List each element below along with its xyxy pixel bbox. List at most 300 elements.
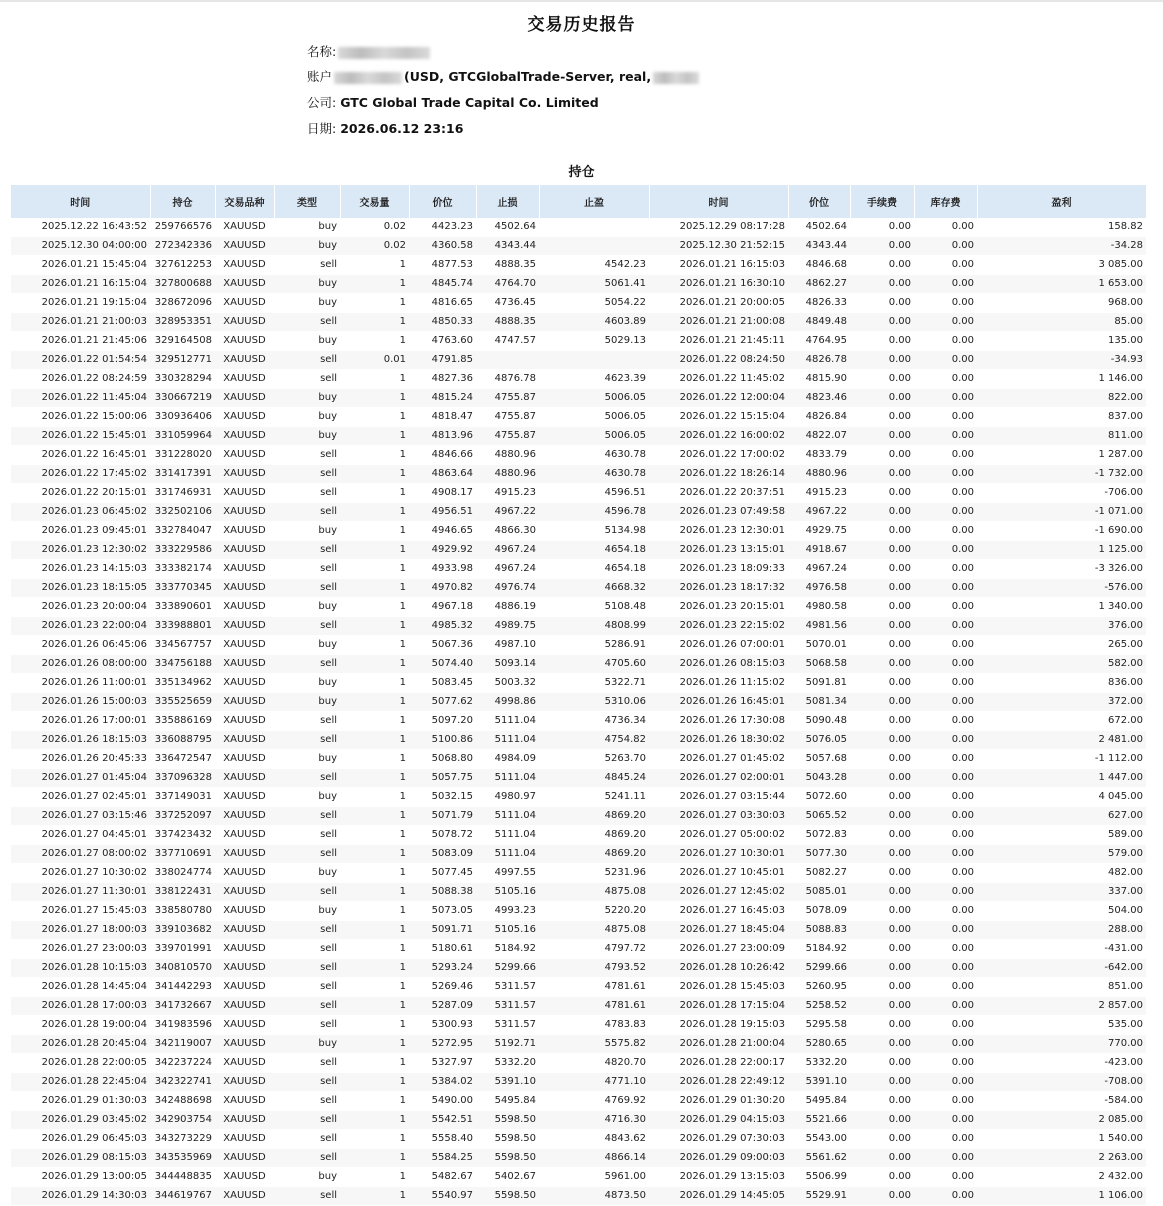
cell-swap: 0.00 (914, 427, 977, 446)
cell-commission: 0.00 (850, 750, 914, 769)
cell-stop-loss: 4987.10 (476, 636, 539, 655)
cell-close-time: 2026.01.23 18:17:32 (649, 579, 788, 598)
cell-type: buy (274, 598, 340, 617)
cell-open-time: 2026.01.22 01:54:54 (11, 351, 150, 370)
cell-position-id: 334756188 (150, 655, 215, 674)
cell-stop-loss: 4993.23 (476, 902, 539, 921)
table-row (11, 1168, 1146, 1187)
cell-commission: 0.00 (850, 807, 914, 826)
cell-volume: 1 (340, 370, 409, 389)
cell-volume: 1 (340, 256, 409, 275)
cell-type: sell (274, 370, 340, 389)
table-row (11, 1187, 1146, 1206)
cell-position-id: 341732667 (150, 997, 215, 1016)
cell-volume: 1 (340, 446, 409, 465)
cell-close-price: 5088.83 (788, 921, 850, 940)
cell-take-profit: 5575.82 (539, 1035, 649, 1054)
cell-close-time: 2026.01.22 12:00:04 (649, 389, 788, 408)
cell-type: sell (274, 1092, 340, 1111)
cell-type: buy (274, 237, 340, 256)
cell-swap: 0.00 (914, 465, 977, 484)
cell-take-profit: 4845.24 (539, 769, 649, 788)
cell-profit: 1 287.00 (977, 446, 1146, 465)
cell-open-price: 5558.40 (409, 1130, 476, 1149)
cell-symbol: XAUUSD (215, 598, 274, 617)
cell-open-time: 2026.01.26 20:45:33 (11, 750, 150, 769)
cell-close-time: 2026.01.23 13:15:01 (649, 541, 788, 560)
cell-position-id: 337252097 (150, 807, 215, 826)
table-row (11, 370, 1146, 389)
cell-volume: 0.02 (340, 218, 409, 237)
cell-commission: 0.00 (850, 408, 914, 427)
cell-commission: 0.00 (850, 1187, 914, 1206)
cell-commission: 0.00 (850, 997, 914, 1016)
cell-commission: 0.00 (850, 1016, 914, 1035)
cell-stop-loss: 4876.78 (476, 370, 539, 389)
cell-type: sell (274, 1187, 340, 1206)
cell-open-time: 2026.01.22 17:45:02 (11, 465, 150, 484)
cell-symbol: XAUUSD (215, 256, 274, 275)
cell-swap: 0.00 (914, 864, 977, 883)
cell-open-price: 4877.53 (409, 256, 476, 275)
cell-symbol: XAUUSD (215, 408, 274, 427)
cell-swap: 0.00 (914, 788, 977, 807)
cell-commission: 0.00 (850, 1130, 914, 1149)
table-row (11, 731, 1146, 750)
cell-type: buy (274, 294, 340, 313)
redacted-name (338, 47, 430, 59)
cell-open-time: 2026.01.29 14:30:03 (11, 1187, 150, 1206)
cell-take-profit (539, 218, 649, 237)
cell-profit: 2 857.00 (977, 997, 1146, 1016)
cell-profit: 589.00 (977, 826, 1146, 845)
cell-open-price: 4423.23 (409, 218, 476, 237)
cell-open-price: 4816.65 (409, 294, 476, 313)
cell-stop-loss: 4755.87 (476, 427, 539, 446)
cell-take-profit: 4875.08 (539, 883, 649, 902)
cell-stop-loss: 4997.55 (476, 864, 539, 883)
cell-volume: 1 (340, 503, 409, 522)
cell-profit: 582.00 (977, 655, 1146, 674)
cell-stop-loss: 4866.30 (476, 522, 539, 541)
cell-stop-loss: 4998.86 (476, 693, 539, 712)
cell-open-price: 4850.33 (409, 313, 476, 332)
table-row (11, 560, 1146, 579)
cell-volume: 1 (340, 750, 409, 769)
cell-symbol: XAUUSD (215, 237, 274, 256)
cell-open-price: 4813.96 (409, 427, 476, 446)
cell-type: buy (274, 693, 340, 712)
cell-take-profit: 4866.14 (539, 1149, 649, 1168)
cell-open-time: 2026.01.27 23:00:03 (11, 940, 150, 959)
cell-close-price: 5521.66 (788, 1111, 850, 1130)
cell-open-time: 2026.01.21 15:45:04 (11, 256, 150, 275)
redacted-account-number (334, 72, 402, 84)
table-row (11, 959, 1146, 978)
cell-open-price: 5068.80 (409, 750, 476, 769)
cell-symbol: XAUUSD (215, 788, 274, 807)
cell-open-time: 2026.01.21 21:00:03 (11, 313, 150, 332)
cell-position-id: 333770345 (150, 579, 215, 598)
cell-position-id: 338024774 (150, 864, 215, 883)
cell-symbol: XAUUSD (215, 1073, 274, 1092)
cell-swap: 0.00 (914, 237, 977, 256)
cell-open-time: 2026.01.28 22:00:05 (11, 1054, 150, 1073)
cell-open-price: 4863.64 (409, 465, 476, 484)
cell-open-price: 5083.45 (409, 674, 476, 693)
cell-take-profit: 5231.96 (539, 864, 649, 883)
cell-profit: -431.00 (977, 940, 1146, 959)
cell-close-price: 5090.48 (788, 712, 850, 731)
cell-stop-loss: 4989.75 (476, 617, 539, 636)
cell-commission: 0.00 (850, 1054, 914, 1073)
cell-stop-loss: 5111.04 (476, 712, 539, 731)
cell-take-profit: 4596.78 (539, 503, 649, 522)
cell-commission: 0.00 (850, 446, 914, 465)
cell-open-time: 2026.01.23 22:00:04 (11, 617, 150, 636)
cell-type: buy (274, 1168, 340, 1187)
cell-swap: 0.00 (914, 883, 977, 902)
cell-open-time: 2026.01.27 18:00:03 (11, 921, 150, 940)
cell-close-time: 2026.01.27 02:00:01 (649, 769, 788, 788)
cell-stop-loss: 4967.24 (476, 560, 539, 579)
cell-position-id: 336472547 (150, 750, 215, 769)
cell-volume: 0.02 (340, 237, 409, 256)
account-details: (USD, GTCGlobalTrade-Server, real, (404, 69, 652, 84)
cell-open-price: 5293.24 (409, 959, 476, 978)
cell-close-time: 2026.01.27 16:45:03 (649, 902, 788, 921)
table-row (11, 275, 1146, 294)
cell-open-time: 2026.01.23 14:15:03 (11, 560, 150, 579)
cell-close-time: 2026.01.28 19:15:03 (649, 1016, 788, 1035)
cell-commission: 0.00 (850, 940, 914, 959)
cell-close-price: 5295.58 (788, 1016, 850, 1035)
cell-swap: 0.00 (914, 1149, 977, 1168)
cell-volume: 1 (340, 1092, 409, 1111)
cell-stop-loss: 5311.57 (476, 1016, 539, 1035)
cell-profit: 822.00 (977, 389, 1146, 408)
cell-open-time: 2026.01.29 08:15:03 (11, 1149, 150, 1168)
cell-take-profit: 5322.71 (539, 674, 649, 693)
cell-volume: 1 (340, 997, 409, 1016)
cell-type: buy (274, 427, 340, 446)
cell-stop-loss: 4888.35 (476, 256, 539, 275)
cell-stop-loss: 4880.96 (476, 465, 539, 484)
col-symbol-header: 交易品种 (215, 185, 274, 218)
cell-position-id: 327800688 (150, 275, 215, 294)
cell-type: sell (274, 560, 340, 579)
cell-swap: 0.00 (914, 959, 977, 978)
cell-close-price: 4826.33 (788, 294, 850, 313)
cell-open-time: 2026.01.22 16:45:01 (11, 446, 150, 465)
cell-swap: 0.00 (914, 693, 977, 712)
cell-swap: 0.00 (914, 807, 977, 826)
top-border (0, 0, 1163, 2)
cell-close-time: 2026.01.21 21:45:11 (649, 332, 788, 351)
cell-open-time: 2026.01.26 11:00:01 (11, 674, 150, 693)
cell-swap: 0.00 (914, 579, 977, 598)
cell-open-price: 4908.17 (409, 484, 476, 503)
cell-position-id: 339103682 (150, 921, 215, 940)
cell-commission: 0.00 (850, 351, 914, 370)
cell-volume: 1 (340, 978, 409, 997)
cell-open-price: 5327.97 (409, 1054, 476, 1073)
cell-position-id: 342903754 (150, 1111, 215, 1130)
cell-take-profit: 4793.52 (539, 959, 649, 978)
cell-open-price: 5083.09 (409, 845, 476, 864)
cell-open-price: 5071.79 (409, 807, 476, 826)
cell-symbol: XAUUSD (215, 1054, 274, 1073)
cell-close-time: 2026.01.28 22:00:17 (649, 1054, 788, 1073)
cell-close-price: 5072.60 (788, 788, 850, 807)
cell-symbol: XAUUSD (215, 921, 274, 940)
cell-stop-loss: 5111.04 (476, 807, 539, 826)
cell-commission: 0.00 (850, 769, 914, 788)
table-header-row (11, 185, 1146, 218)
cell-symbol: XAUUSD (215, 617, 274, 636)
cell-take-profit (539, 237, 649, 256)
cell-type: sell (274, 997, 340, 1016)
cell-close-time: 2026.01.27 12:45:02 (649, 883, 788, 902)
cell-position-id: 331417391 (150, 465, 215, 484)
cell-close-time: 2026.01.21 16:15:03 (649, 256, 788, 275)
cell-close-price: 5529.91 (788, 1187, 850, 1206)
cell-take-profit: 4769.92 (539, 1092, 649, 1111)
cell-close-price: 4822.07 (788, 427, 850, 446)
cell-profit: 535.00 (977, 1016, 1146, 1035)
cell-close-price: 5091.81 (788, 674, 850, 693)
cell-commission: 0.00 (850, 617, 914, 636)
cell-volume: 1 (340, 1073, 409, 1092)
cell-profit: 2 481.00 (977, 731, 1146, 750)
cell-open-time: 2026.01.28 20:45:04 (11, 1035, 150, 1054)
cell-open-time: 2026.01.27 15:45:03 (11, 902, 150, 921)
cell-open-price: 5097.20 (409, 712, 476, 731)
cell-open-time: 2026.01.23 20:00:04 (11, 598, 150, 617)
cell-type: sell (274, 1149, 340, 1168)
table-row (11, 940, 1146, 959)
cell-commission: 0.00 (850, 465, 914, 484)
cell-swap: 0.00 (914, 370, 977, 389)
cell-close-price: 4826.78 (788, 351, 850, 370)
cell-position-id: 337096328 (150, 769, 215, 788)
cell-close-price: 4980.58 (788, 598, 850, 617)
cell-take-profit: 5310.06 (539, 693, 649, 712)
cell-take-profit: 4797.72 (539, 940, 649, 959)
date-label: 日期: (307, 121, 337, 136)
table-row (11, 1092, 1146, 1111)
cell-close-price: 5057.68 (788, 750, 850, 769)
cell-open-price: 4791.85 (409, 351, 476, 370)
cell-position-id: 329512771 (150, 351, 215, 370)
cell-open-time: 2026.01.21 16:15:04 (11, 275, 150, 294)
cell-type: sell (274, 826, 340, 845)
cell-volume: 1 (340, 807, 409, 826)
cell-take-profit: 4869.20 (539, 807, 649, 826)
cell-stop-loss: 5111.04 (476, 845, 539, 864)
cell-symbol: XAUUSD (215, 1168, 274, 1187)
cell-close-time: 2026.01.27 05:00:02 (649, 826, 788, 845)
cell-type: buy (274, 522, 340, 541)
cell-position-id: 336088795 (150, 731, 215, 750)
cell-type: sell (274, 1054, 340, 1073)
cell-stop-loss: 4886.19 (476, 598, 539, 617)
cell-swap: 0.00 (914, 655, 977, 674)
cell-symbol: XAUUSD (215, 522, 274, 541)
cell-close-time: 2026.01.23 18:09:33 (649, 560, 788, 579)
cell-commission: 0.00 (850, 370, 914, 389)
table-row (11, 332, 1146, 351)
cell-symbol: XAUUSD (215, 427, 274, 446)
cell-position-id: 330667219 (150, 389, 215, 408)
cell-close-time: 2026.01.28 15:45:03 (649, 978, 788, 997)
cell-commission: 0.00 (850, 636, 914, 655)
cell-type: buy (274, 902, 340, 921)
table-row (11, 921, 1146, 940)
cell-volume: 1 (340, 465, 409, 484)
cell-profit: 1 146.00 (977, 370, 1146, 389)
cell-profit: 1 447.00 (977, 769, 1146, 788)
cell-type: sell (274, 579, 340, 598)
cell-swap: 0.00 (914, 351, 977, 370)
cell-position-id: 338122431 (150, 883, 215, 902)
cell-position-id: 327612253 (150, 256, 215, 275)
cell-type: sell (274, 1111, 340, 1130)
table-row (11, 1073, 1146, 1092)
cell-profit: 3 085.00 (977, 256, 1146, 275)
cell-open-time: 2026.01.26 17:00:01 (11, 712, 150, 731)
info-name-row (307, 42, 432, 60)
cell-symbol: XAUUSD (215, 1130, 274, 1149)
cell-close-price: 5506.99 (788, 1168, 850, 1187)
cell-position-id: 335886169 (150, 712, 215, 731)
table-row (11, 465, 1146, 484)
table-row (11, 541, 1146, 560)
table-row (11, 807, 1146, 826)
cell-stop-loss: 5332.20 (476, 1054, 539, 1073)
table-row (11, 389, 1146, 408)
cell-take-profit: 4623.39 (539, 370, 649, 389)
col-close-time-header: 时间 (649, 185, 788, 218)
cell-close-price: 5072.83 (788, 826, 850, 845)
cell-take-profit: 4869.20 (539, 845, 649, 864)
cell-open-price: 4967.18 (409, 598, 476, 617)
cell-profit: 672.00 (977, 712, 1146, 731)
cell-close-price: 5260.95 (788, 978, 850, 997)
table-row (11, 636, 1146, 655)
cell-position-id: 332784047 (150, 522, 215, 541)
cell-type: sell (274, 313, 340, 332)
cell-close-price: 4929.75 (788, 522, 850, 541)
cell-stop-loss: 4976.74 (476, 579, 539, 598)
cell-open-price: 5074.40 (409, 655, 476, 674)
cell-close-time: 2026.01.29 09:00:03 (649, 1149, 788, 1168)
cell-commission: 0.00 (850, 883, 914, 902)
cell-stop-loss: 5003.32 (476, 674, 539, 693)
cell-symbol: XAUUSD (215, 560, 274, 579)
cell-symbol: XAUUSD (215, 1149, 274, 1168)
col-commission-header: 手续费 (850, 185, 914, 218)
cell-volume: 1 (340, 902, 409, 921)
cell-commission: 0.00 (850, 1035, 914, 1054)
cell-take-profit: 5029.13 (539, 332, 649, 351)
cell-profit: 288.00 (977, 921, 1146, 940)
col-volume-header: 交易量 (340, 185, 409, 218)
cell-open-time: 2026.01.26 08:00:00 (11, 655, 150, 674)
cell-close-price: 5332.20 (788, 1054, 850, 1073)
cell-take-profit: 5241.11 (539, 788, 649, 807)
cell-take-profit: 4781.61 (539, 978, 649, 997)
cell-stop-loss: 5111.04 (476, 731, 539, 750)
table-row (11, 617, 1146, 636)
cell-type: buy (274, 674, 340, 693)
cell-open-price: 4933.98 (409, 560, 476, 579)
cell-symbol: XAUUSD (215, 997, 274, 1016)
cell-position-id: 344619767 (150, 1187, 215, 1206)
cell-volume: 1 (340, 712, 409, 731)
cell-close-price: 4918.67 (788, 541, 850, 560)
cell-close-price: 4833.79 (788, 446, 850, 465)
col-take-profit-header: 止盈 (539, 185, 649, 218)
report-title: 交易历史报告 (527, 15, 636, 35)
cell-commission: 0.00 (850, 959, 914, 978)
cell-close-time: 2026.01.21 20:00:05 (649, 294, 788, 313)
cell-open-time: 2026.01.22 11:45:04 (11, 389, 150, 408)
cell-type: sell (274, 883, 340, 902)
cell-take-profit: 4654.18 (539, 541, 649, 560)
cell-profit: -584.00 (977, 1092, 1146, 1111)
cell-stop-loss (476, 351, 539, 370)
table-row (11, 446, 1146, 465)
cell-volume: 1 (340, 560, 409, 579)
cell-profit: -1 071.00 (977, 503, 1146, 522)
info-company-row (307, 93, 599, 111)
cell-commission: 0.00 (850, 693, 914, 712)
table-row (11, 1054, 1146, 1073)
cell-open-price: 5057.75 (409, 769, 476, 788)
table-row (11, 674, 1146, 693)
cell-commission: 0.00 (850, 256, 914, 275)
cell-symbol: XAUUSD (215, 275, 274, 294)
cell-swap: 0.00 (914, 503, 977, 522)
cell-profit: -3 326.00 (977, 560, 1146, 579)
cell-close-price: 5065.52 (788, 807, 850, 826)
cell-volume: 1 (340, 1054, 409, 1073)
cell-type: sell (274, 503, 340, 522)
cell-commission: 0.00 (850, 579, 914, 598)
cell-take-profit: 4875.08 (539, 921, 649, 940)
cell-stop-loss: 4755.87 (476, 389, 539, 408)
cell-symbol: XAUUSD (215, 864, 274, 883)
cell-close-price: 5495.84 (788, 1092, 850, 1111)
cell-take-profit: 5220.20 (539, 902, 649, 921)
cell-symbol: XAUUSD (215, 807, 274, 826)
cell-symbol: XAUUSD (215, 579, 274, 598)
table-row (11, 769, 1146, 788)
cell-open-price: 4815.24 (409, 389, 476, 408)
cell-symbol: XAUUSD (215, 389, 274, 408)
cell-commission: 0.00 (850, 427, 914, 446)
cell-open-price: 4827.36 (409, 370, 476, 389)
cell-position-id: 335525659 (150, 693, 215, 712)
positions-table (11, 185, 1147, 1206)
table-row (11, 978, 1146, 997)
cell-close-time: 2026.01.26 11:15:02 (649, 674, 788, 693)
cell-close-price: 5078.09 (788, 902, 850, 921)
cell-swap: 0.00 (914, 294, 977, 313)
cell-open-time: 2026.01.29 13:00:05 (11, 1168, 150, 1187)
cell-type: sell (274, 541, 340, 560)
